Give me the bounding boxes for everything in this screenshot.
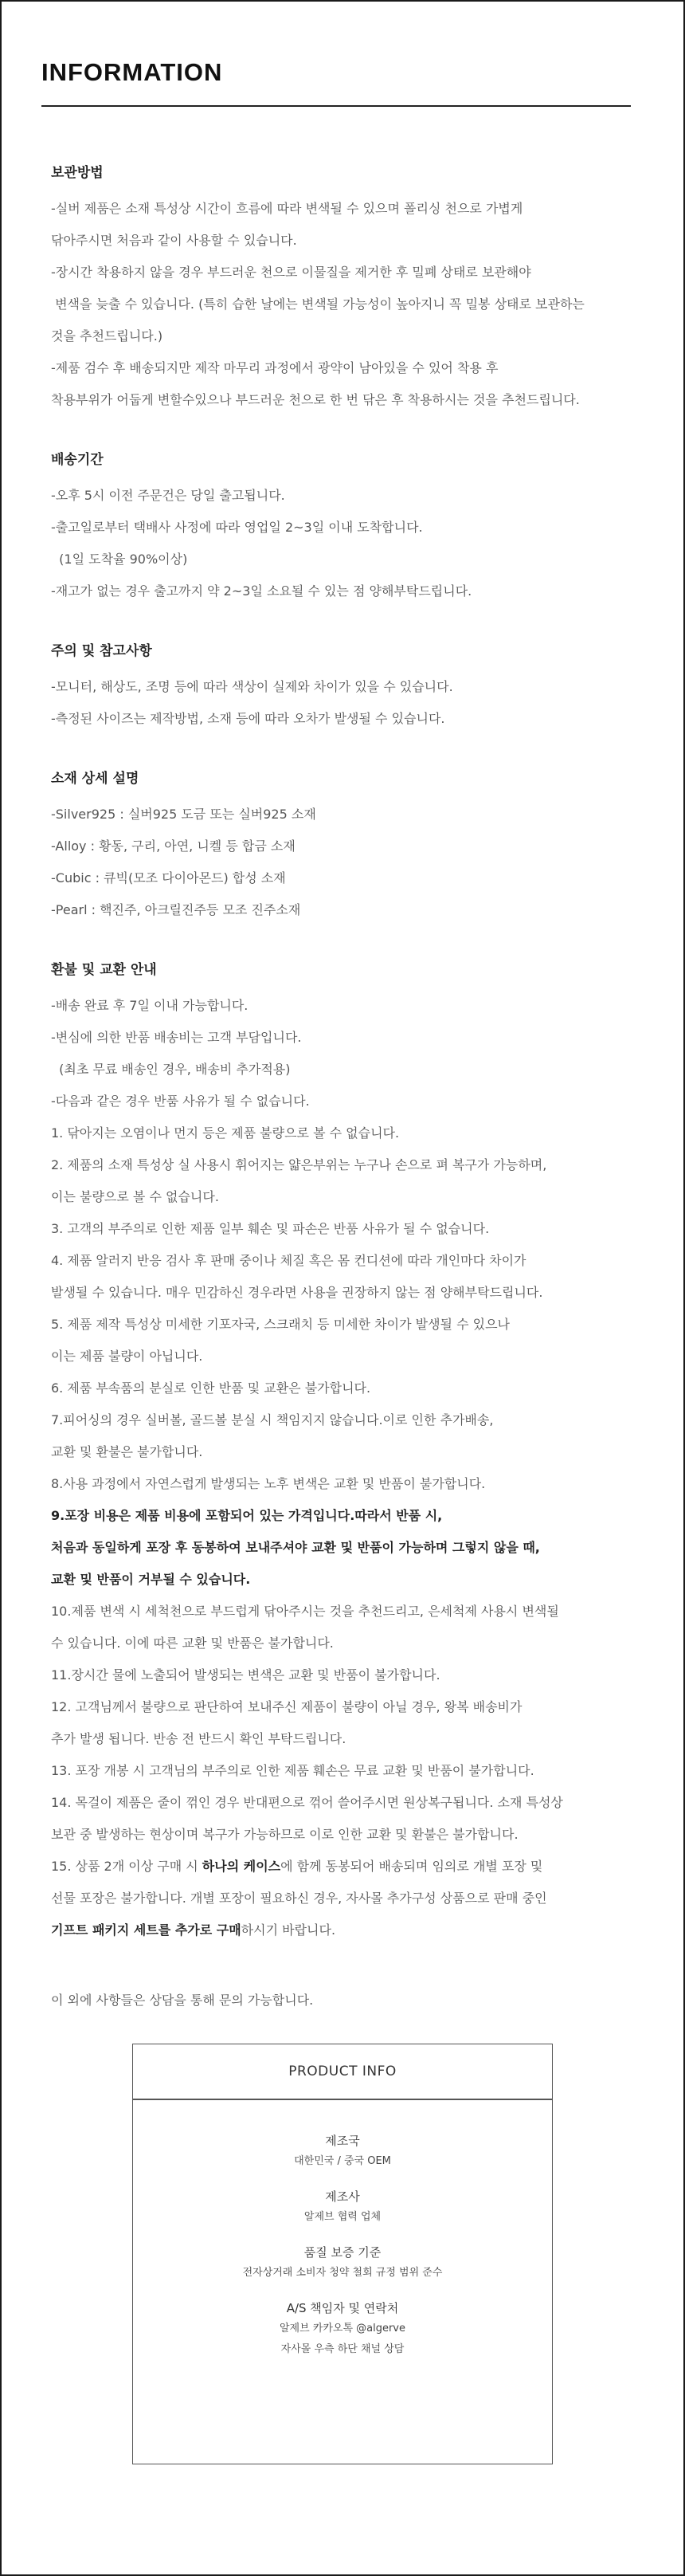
text-line: 발생될 수 있습니다. 매우 민감하신 경우라면 사용을 권장하지 않는 점 양해부탁드립니다. <box>51 1285 543 1300</box>
section-heading: 보관방법 <box>51 165 104 181</box>
section-heading: 주의 및 참고사항 <box>51 643 152 659</box>
product-info-item <box>133 2130 552 2172</box>
text-span: 에 함께 동봉되어 배송되며 임의로 개별 포장 및 <box>280 1859 543 1874</box>
section-heading: 소재 상세 설명 <box>51 771 139 787</box>
text-line: 이는 제품 불량이 아닙니다. <box>51 1349 203 1364</box>
section-storage <box>51 161 640 416</box>
text-line: 착용부위가 어둡게 변할수있으나 부드러운 천으로 한 번 닦은 후 착용하시는 것을 추천드립니다. <box>51 392 580 407</box>
text-line: 2. 제품의 소재 특성상 실 사용시 휘어지는 얇은부위는 누구나 손으로 펴 복구가 가능하며, <box>51 1157 547 1172</box>
text-line: 1. 닦아지는 오염이나 먼지 등은 제품 불량으로 볼 수 없습니다. <box>51 1125 400 1141</box>
text-line: -오후 5시 이전 주문건은 당일 출고됩니다. <box>51 488 285 503</box>
text-line: 닦아주시면 처음과 같이 사용할 수 있습니다. <box>51 233 297 248</box>
text-line: -측정된 사이즈는 제작방법, 소재 등에 따라 오차가 발생될 수 있습니다. <box>51 711 445 726</box>
product-info-label: 제조국 <box>325 2133 360 2148</box>
product-info-label: 품질 보증 기준 <box>303 2244 382 2260</box>
text-line: -Silver925 : 실버925 도금 또는 실버925 소재 <box>51 807 316 822</box>
text-line: -배송 완료 후 7일 이내 가능합니다. <box>51 998 249 1013</box>
section-refund <box>51 958 640 1946</box>
text-line: 11.장시간 물에 노출되어 발생되는 변색은 교환 및 반품이 불가합니다. <box>51 1667 440 1683</box>
text-span-emphasis: 기프트 패키지 세트를 추가로 구매 <box>51 1922 241 1938</box>
text-line: 14. 목걸이 제품은 줄이 꺾인 경우 반대편으로 꺾어 쓸어주시면 원상복구됩니다. 소재 특성상 <box>51 1795 563 1810</box>
text-line-emphasis: 처음과 동일하게 포장 후 동봉하여 보내주셔야 교환 및 반품이 가능하며 그렇지 않을 때, <box>51 1540 540 1555</box>
text-line: 보관 중 발생하는 현상이며 복구가 가능하므로 이로 인한 교환 및 환불은 불가합니다. <box>51 1827 519 1842</box>
text-line: -Cubic : 큐빅(모조 다이아몬드) 합성 소재 <box>51 870 286 886</box>
text-line: -제품 검수 후 배송되지만 제작 마무리 과정에서 광약이 남아있을 수 있어 착용 후 <box>51 360 499 375</box>
page-title: INFORMATION <box>41 58 223 86</box>
text-line <box>51 1914 640 1946</box>
text-line: 12. 고객님께서 불량으로 판단하여 보내주신 제품이 불량이 아닐 경우, 왕복 배송비가 <box>51 1699 523 1714</box>
text-line: 수 있습니다. 이에 따른 교환 및 반품은 불가합니다. <box>51 1636 334 1651</box>
text-line: (최초 무료 배송인 경우, 배송비 추가적용) <box>51 1062 291 1077</box>
text-line: 4. 제품 알러지 반응 검사 후 판매 중이나 체질 혹은 몸 컨디션에 따라 개인마다 차이가 <box>51 1253 526 1268</box>
section-material <box>51 767 640 926</box>
product-info-title: PRODUCT INFO <box>288 2064 397 2079</box>
text-line: -실버 제품은 소재 특성상 시간이 흐름에 따라 변색될 수 있으며 폴리싱 천으로 가볍게 <box>51 201 523 216</box>
product-info-box <box>132 2044 553 2464</box>
product-info-value: 알제브 카카오톡 @algerve <box>279 2322 406 2334</box>
text-line-emphasis: 교환 및 반품이 거부될 수 있습니다. <box>51 1572 251 1587</box>
text-line: 교환 및 환불은 불가합니다. <box>51 1444 203 1459</box>
product-info-label: A/S 책임자 및 연락처 <box>286 2300 399 2315</box>
text-line: 것을 추천드립니다.) <box>51 328 163 344</box>
product-info-value: 전자상거래 소비자 청약 철회 규정 범위 준수 <box>242 2266 443 2279</box>
section-notes <box>51 639 640 735</box>
text-line: -출고일로부터 택배사 사정에 따라 영업일 2~3일 이내 도착합니다. <box>51 520 423 535</box>
text-line: -장시간 착용하지 않을 경우 부드러운 천으로 이물질을 제거한 후 밀폐 상태로 보관해야 <box>51 265 531 280</box>
product-info-label: 제조사 <box>325 2189 360 2204</box>
text-line: -다음과 같은 경우 반품 사유가 될 수 없습니다. <box>51 1094 310 1109</box>
text-line-emphasis: 9.포장 비용은 제품 비용에 포함되어 있는 가격입니다.따라서 반품 시, <box>51 1508 443 1523</box>
title-block <box>41 57 631 88</box>
text-line: 6. 제품 부속품의 분실로 인한 반품 및 교환은 불가합니다. <box>51 1380 371 1396</box>
text-line: 10.제품 변색 시 세척천으로 부드럽게 닦아주시는 것을 추천드리고, 은세척제 사용시 변색될 <box>51 1604 559 1619</box>
text-line: 13. 포장 개봉 시 고객님의 부주의로 인한 제품 훼손은 무료 교환 및 반품이 불가합니다. <box>51 1763 534 1778</box>
product-info-value: 알제브 협력 업체 <box>303 2210 382 2223</box>
title-divider <box>41 105 631 107</box>
text-line: -재고가 없는 경우 출고까지 약 2~3일 소요될 수 있는 점 양해부탁드립니다. <box>51 583 472 599</box>
closing-note: 이 외에 사항들은 상담을 통해 문의 가능합니다. <box>51 1993 314 2008</box>
section-heading: 환불 및 교환 안내 <box>51 962 157 978</box>
product-info-value: 대한민국 / 중국 OEM <box>294 2154 391 2167</box>
text-line: -Alloy : 황동, 구리, 아연, 니켈 등 합금 소재 <box>51 838 296 854</box>
section-heading: 배송기간 <box>51 452 104 468</box>
text-span: 15. 상품 2개 이상 구매 시 <box>51 1859 202 1874</box>
product-info-item <box>133 2186 552 2228</box>
text-line: -Pearl : 핵진주, 아크릴진주등 모조 진주소재 <box>51 902 301 917</box>
text-line: 변색을 늦출 수 있습니다. (특히 습한 날에는 변색될 가능성이 높아지니 꼭 밀봉 상태로 보관하는 <box>51 296 585 312</box>
text-span-emphasis: 하나의 케이스 <box>202 1859 281 1874</box>
text-span: 하시기 바랍니다. <box>241 1922 336 1938</box>
text-line: 3. 고객의 부주의로 인한 제품 일부 훼손 및 파손은 반품 사유가 될 수 없습니다. <box>51 1221 490 1236</box>
info-content <box>51 161 640 2016</box>
product-info-value: 자사몰 우측 하단 채널 상담 <box>280 2342 405 2355</box>
text-line <box>51 1851 640 1883</box>
text-line: -변심에 의한 반품 배송비는 고객 부담입니다. <box>51 1030 302 1045</box>
text-line: -모니터, 해상도, 조명 등에 따라 색상이 실제와 차이가 있을 수 있습니다. <box>51 679 453 694</box>
product-info-item <box>133 2242 552 2283</box>
text-line: (1일 도착율 90%이상) <box>51 552 188 567</box>
text-line: 이는 불량으로 볼 수 없습니다. <box>51 1189 219 1204</box>
product-info-list <box>133 2100 552 2360</box>
text-line: 8.사용 과정에서 자연스럽게 발생되는 노후 변색은 교환 및 반품이 불가합니다. <box>51 1476 486 1491</box>
text-line: 선물 포장은 불가합니다. 개별 포장이 필요하신 경우, 자사몰 추가구성 상품으로 판매 중인 <box>51 1891 547 1906</box>
text-line: 7.피어싱의 경우 실버볼, 골드볼 분실 시 책임지지 않습니다.이로 인한 추가배송, <box>51 1412 494 1427</box>
text-line: 추가 발생 됩니다. 반송 전 반드시 확인 부탁드립니다. <box>51 1731 346 1746</box>
text-line: 5. 제품 제작 특성상 미세한 기포자국, 스크래치 등 미세한 차이가 발생될 수 있으나 <box>51 1317 510 1332</box>
product-info-item <box>133 2298 552 2360</box>
section-shipping <box>51 448 640 607</box>
